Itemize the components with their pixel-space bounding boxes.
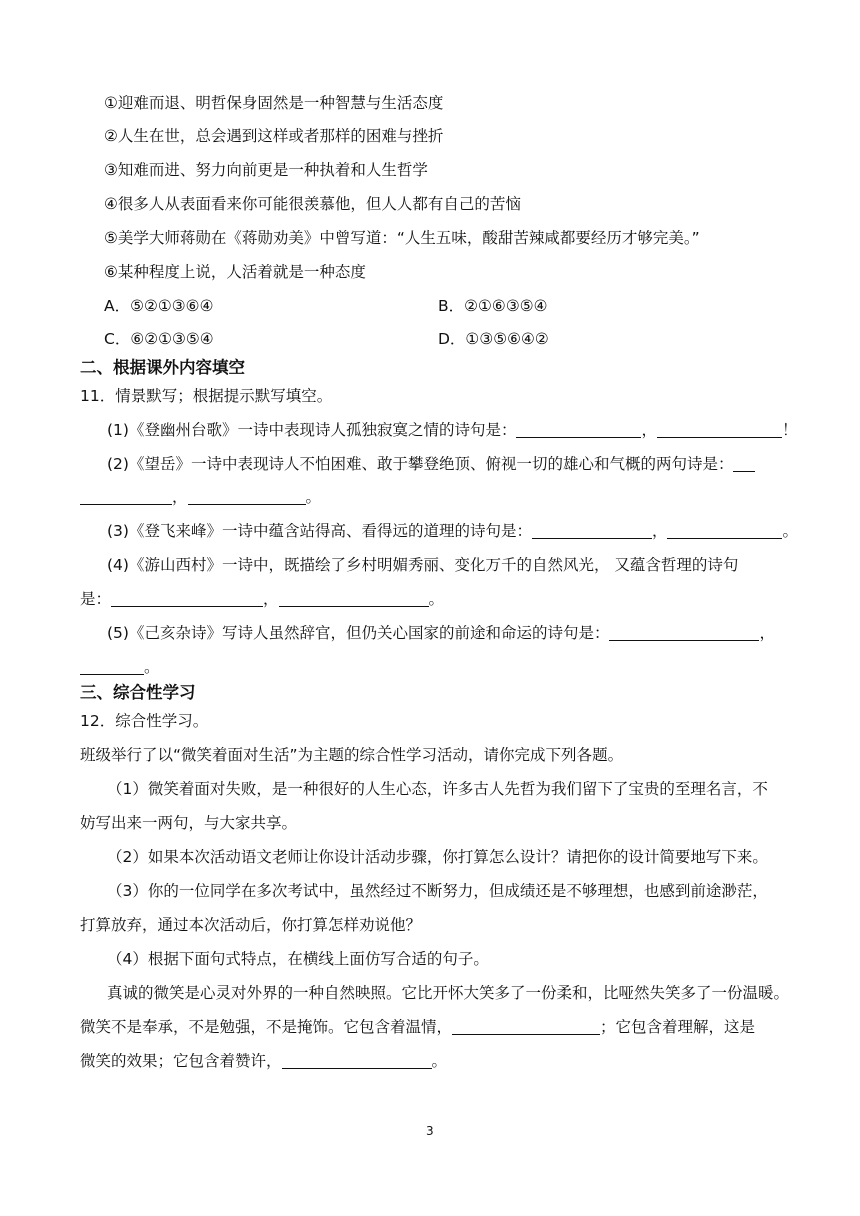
item-5: ⑤美学大师蒋勋在《蒋勋劝美》中曾写道：“人生五味，酸甜苦辣咸都要经历才够完美。”: [104, 229, 700, 247]
question-11-5: [107, 622, 775, 644]
question-12: 12．综合性学习。: [80, 712, 209, 730]
option-c: C．⑥②①③⑤④: [104, 330, 214, 348]
question-12-2: （2）如果本次活动语文老师让你设计活动步骤，你打算怎么设计？请把你的设计简要地写下来。: [107, 848, 768, 866]
question-text: 是：: [80, 590, 112, 608]
comma: ，: [172, 488, 188, 506]
question-11-5-cont: [80, 656, 160, 678]
period: 。: [305, 488, 322, 506]
comma: ，: [759, 624, 775, 642]
comma: ，: [263, 590, 279, 608]
option-a: A．⑤②①③⑥④: [104, 297, 214, 315]
answer-blank[interactable]: [80, 658, 144, 675]
question-text: (5)《己亥杂诗》写诗人虽然辞官，但仍关心国家的前途和命运的诗句是：: [107, 624, 610, 642]
question-12-1: （1）微笑着面对失败，是一种很好的人生心态，许多古人先哲为我们留下了宝贵的至理名言，不: [107, 780, 768, 798]
question-11-3: [107, 520, 798, 542]
passage-text: 微笑的效果；它包含着赞许，: [80, 1052, 282, 1070]
section-heading-3: 三、综合性学习: [80, 683, 196, 702]
question-11-2-cont: [80, 486, 321, 508]
answer-blank[interactable]: [667, 522, 782, 539]
passage-line-3: [80, 1050, 447, 1072]
question-11: 11．情景默写；根据提示默写填空。: [80, 387, 333, 405]
item-1: ①迎难而退、明哲保身固然是一种智慧与生活态度: [104, 94, 444, 112]
exclamation: ！: [781, 421, 798, 439]
option-b: B．②①⑥③⑤④: [438, 297, 548, 315]
question-text: (2)《望岳》一诗中表现诗人不怕困难、敢于攀登绝顶、俯视一切的雄心和气概的两句诗是：: [107, 455, 734, 473]
question-12-4: （4）根据下面句式特点，在横线上面仿写合适的句子。: [107, 950, 489, 968]
question-11-2: [107, 453, 755, 475]
answer-blank[interactable]: [609, 624, 759, 641]
answer-blank[interactable]: [188, 488, 306, 505]
question-11-4-cont: [80, 588, 444, 610]
answer-blank[interactable]: [452, 1018, 600, 1035]
passage-line-1: 真诚的微笑是心灵对外界的一种自然映照。它比开怀大笑多了一份柔和，比哑然失笑多了一份温暖。: [107, 984, 790, 1002]
answer-blank[interactable]: [80, 488, 172, 505]
option-d: D．①③⑤⑥④②: [438, 330, 549, 348]
question-11-1: [107, 419, 798, 441]
question-12-3-cont: 打算放弃，通过本次活动后，你打算怎样劝说他？: [80, 916, 422, 934]
answer-blank[interactable]: [111, 590, 263, 607]
item-4: ④很多人从表面看来你可能很羡慕他，但人人都有自己的苦恼: [104, 195, 521, 213]
comma: ，: [641, 421, 657, 439]
period: 。: [144, 658, 160, 676]
period: 。: [428, 590, 445, 608]
item-6: ⑥某种程度上说，人活着就是一种态度: [104, 263, 366, 281]
answer-blank[interactable]: [516, 421, 641, 438]
answer-blank[interactable]: [532, 522, 652, 539]
page-number: 3: [426, 1124, 434, 1138]
answer-blank[interactable]: [279, 590, 429, 607]
item-3: ③知难而进、努力向前更是一种执着和人生哲学: [104, 161, 428, 179]
passage-text: ；它包含着理解，这是: [600, 1018, 756, 1036]
item-2: ②人生在世，总会遇到这样或者那样的困难与挫折: [104, 127, 444, 145]
passage-text: 微笑不是奉承，不是勉强，不是掩饰。它包含着温情，: [80, 1018, 453, 1036]
question-12-3: （3）你的一位同学在多次考试中，虽然经过不断努力，但成绩还是不够理想，也感到前途渺茫，: [107, 882, 768, 900]
comma: ，: [651, 522, 668, 540]
question-11-4: (4)《游山西村》一诗中，既描绘了乡村明媚秀丽、变化万千的自然风光， 又蕴含哲理的诗句: [107, 556, 739, 574]
passage-line-2: [80, 1016, 755, 1038]
question-text: (1)《登幽州台歌》一诗中表现诗人孤独寂寞之情的诗句是：: [107, 421, 517, 439]
question-text: (3)《登飞来峰》一诗中蕴含站得高、看得远的道理的诗句是：: [107, 522, 532, 540]
answer-blank[interactable]: [657, 421, 782, 438]
period: 。: [782, 522, 798, 540]
section-heading-2: 二、根据课外内容填空: [80, 358, 245, 377]
question-12-1-cont: 妨写出来一两句，与大家共享。: [80, 814, 298, 832]
activity-intro: 班级举行了以“微笑着面对生活”为主题的综合性学习活动，请你完成下列各题。: [80, 746, 624, 764]
answer-blank[interactable]: [282, 1052, 432, 1069]
answer-blank[interactable]: [733, 455, 755, 472]
passage-text: 。: [431, 1052, 448, 1070]
